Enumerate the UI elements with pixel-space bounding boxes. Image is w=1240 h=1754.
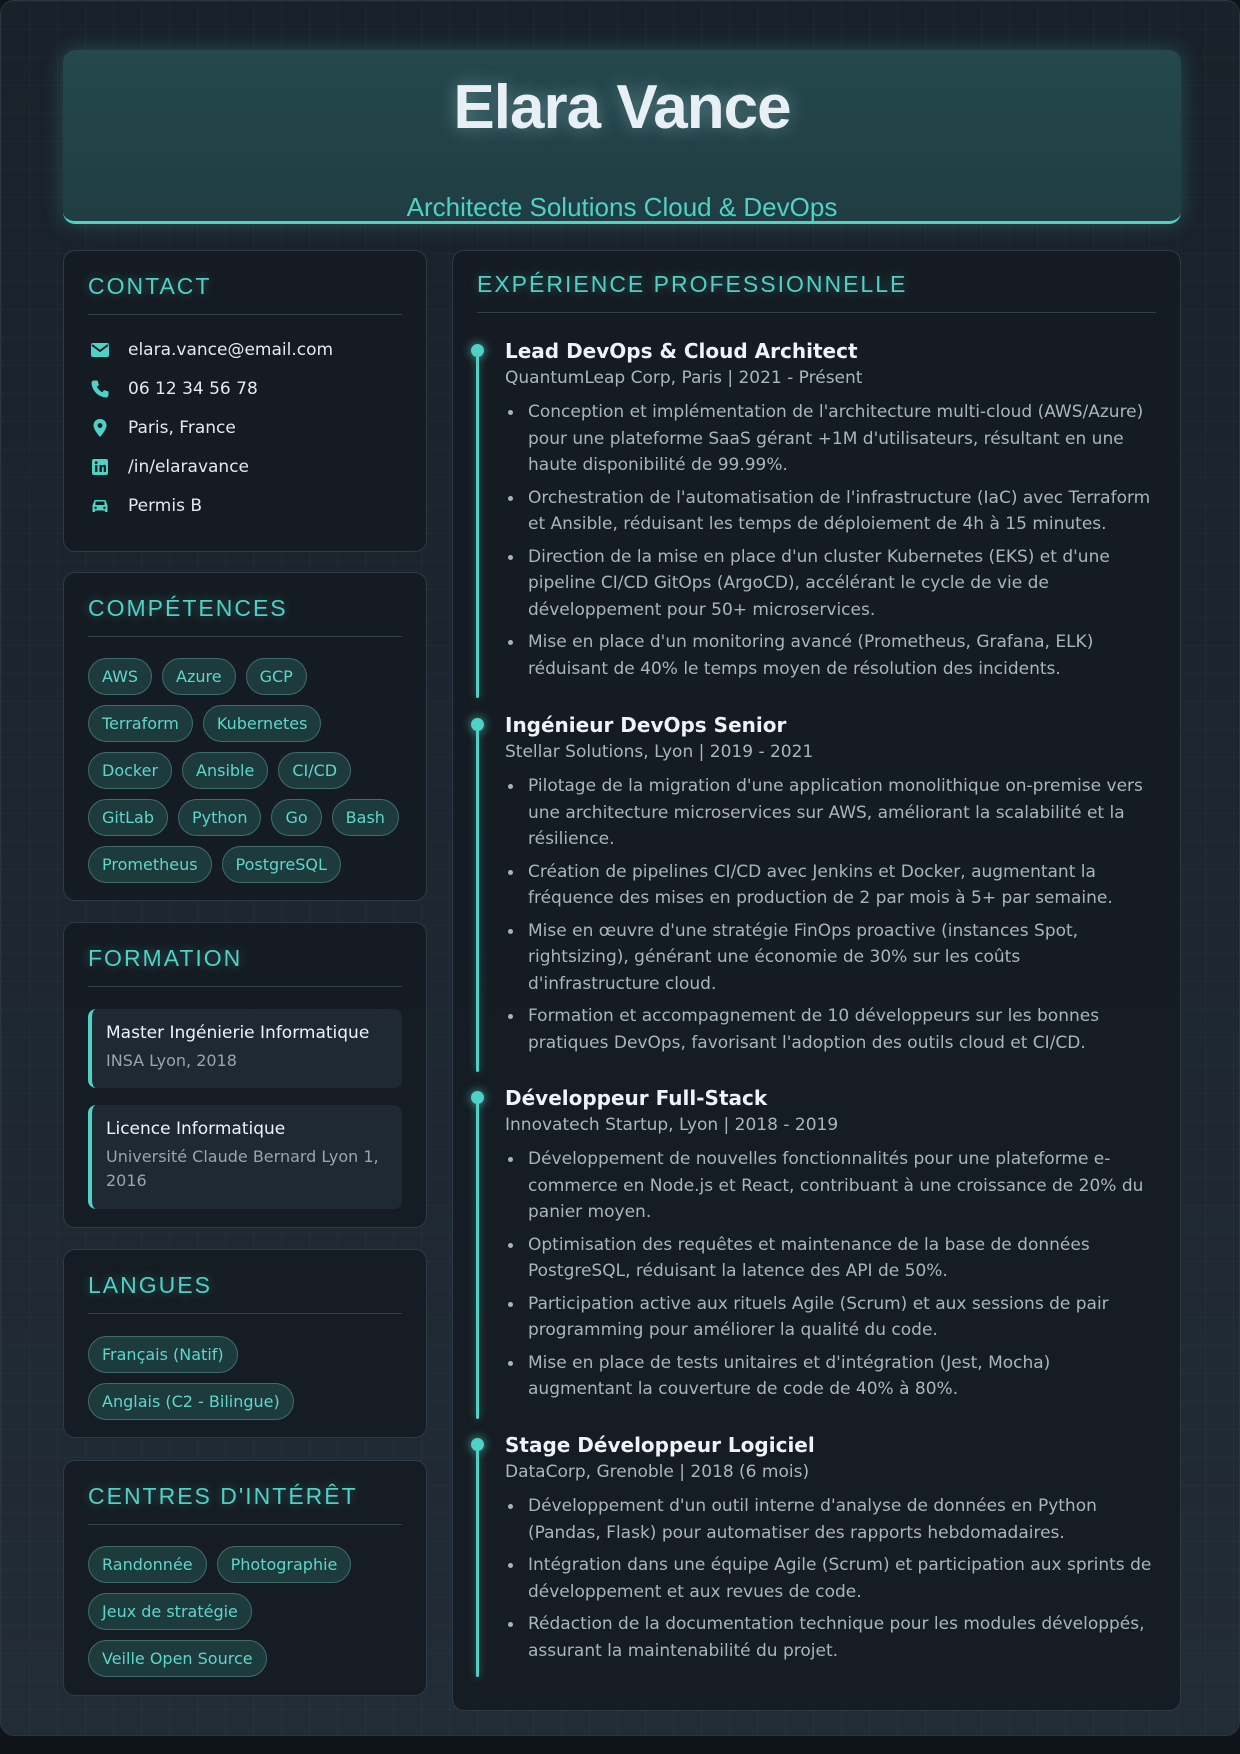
language-tag: Français (Natif) [88, 1336, 238, 1373]
tag-row [88, 1546, 402, 1583]
contact-title: CONTACT [88, 273, 402, 315]
timeline-dot [471, 1091, 484, 1104]
interests-title: CENTRES D'INTÉRÊT [88, 1483, 402, 1525]
job-company: Innovatech Startup, Lyon | 2018 - 2019 [505, 1115, 839, 1135]
resume-header [63, 50, 1181, 224]
education-item [88, 1105, 402, 1209]
interests-card [63, 1460, 427, 1696]
skill-tag: Kubernetes [203, 705, 322, 742]
skill-tag: Bash [332, 799, 399, 836]
timeline-line [476, 350, 479, 698]
languages-tags [88, 1336, 402, 1430]
timeline-line [476, 724, 479, 1072]
job-company: QuantumLeap Corp, Paris | 2021 - Présent [505, 368, 863, 388]
candidate-title: Architecte Solutions Cloud & DevOps [406, 192, 838, 222]
languages-card [63, 1249, 427, 1438]
timeline-dot [471, 718, 484, 731]
tag-row [88, 658, 402, 695]
contact-text: Paris, France [128, 418, 236, 438]
job-bullets [505, 773, 1156, 1056]
job-bullet: Direction de la mise en place d'un cluster Kubernetes (EKS) et d'une pipeline CI/CD GitOps (ArgoCD), accélérant le cycle de vie de développement pour 50+ microservices. [505, 544, 1156, 624]
education-title: FORMATION [88, 945, 402, 987]
job-bullet: Pilotage de la migration d'une application monolithique on-premise vers une architecture microservices sur AWS, améliorant la scalabilité et la résilience. [505, 773, 1156, 853]
timeline-dot [471, 344, 484, 357]
job-bullets [505, 1493, 1156, 1664]
education-item [88, 1009, 402, 1088]
job-role: Stage Développeur Logiciel [505, 1433, 815, 1457]
job-bullet: Participation active aux rituels Agile (Scrum) et aux sessions de pair programming pour améliorer la qualité du code. [505, 1291, 1156, 1344]
envelope-icon [88, 338, 112, 362]
education-institution: Université Claude Bernard Lyon 1, 2016 [106, 1147, 379, 1190]
skill-tag: AWS [88, 658, 152, 695]
job-bullets [505, 399, 1156, 682]
job-entry [505, 1084, 1156, 1409]
contact-text: elara.vance@email.com [128, 340, 334, 360]
job-role: Développeur Full-Stack [505, 1086, 768, 1110]
interest-tag: Photographie [217, 1546, 352, 1583]
language-tag: Anglais (C2 - Bilingue) [88, 1383, 294, 1420]
tag-row [88, 799, 402, 836]
contact-text: /in/elaravance [128, 457, 250, 477]
skill-tag: Python [178, 799, 261, 836]
tag-row [88, 705, 402, 742]
education-institution: INSA Lyon, 2018 [106, 1051, 237, 1070]
job-bullets [505, 1146, 1156, 1403]
interest-tag: Veille Open Source [88, 1640, 267, 1677]
tag-row [88, 1336, 402, 1373]
phone-icon [88, 377, 112, 401]
timeline-line [476, 1097, 479, 1419]
experience-card [452, 250, 1181, 1711]
interests-tags [88, 1546, 402, 1687]
job-company: DataCorp, Grenoble | 2018 (6 mois) [505, 1462, 810, 1482]
skill-tag: PostgreSQL [222, 846, 341, 883]
job-bullet: Mise en place d'un monitoring avancé (Prometheus, Grafana, ELK) réduisant de 40% le temps moyen de résolution des incidents. [505, 629, 1156, 682]
languages-title: LANGUES [88, 1272, 402, 1314]
skill-tag: Azure [162, 658, 236, 695]
job-bullet: Conception et implémentation de l'architecture multi-cloud (AWS/Azure) pour une plateforme SaaS gérant +1M d'utilisateurs, résultant en une haute disponibilité de 99.99%. [505, 399, 1156, 479]
job-bullet: Création de pipelines CI/CD avec Jenkins et Docker, augmentant la fréquence des mises en production de 2 par mois à 5+ par semaine. [505, 859, 1156, 912]
skill-tag: GitLab [88, 799, 168, 836]
skill-tag: Go [271, 799, 321, 836]
linkedin-icon [88, 455, 112, 479]
job-bullet: Mise en place de tests unitaires et d'intégration (Jest, Mocha) augmentant la couverture de code de 40% à 80%. [505, 1350, 1156, 1403]
job-bullet: Formation et accompagnement de 10 développeurs sur les bonnes pratiques DevOps, favorisant l'adoption des outils cloud et CI/CD. [505, 1003, 1156, 1056]
skills-card [63, 572, 427, 901]
job-entry [505, 1431, 1156, 1670]
skills-title: COMPÉTENCES [88, 595, 402, 637]
contact-location [88, 414, 236, 442]
tag-row [88, 846, 402, 883]
job-bullet: Intégration dans une équipe Agile (Scrum) et participation aux sprints de développement et aux revues de code. [505, 1552, 1156, 1605]
job-role: Ingénieur DevOps Senior [505, 713, 787, 737]
job-entry [505, 711, 1156, 1062]
timeline-line [476, 1444, 479, 1677]
skill-tag: Docker [88, 752, 172, 789]
timeline-dot [471, 1438, 484, 1451]
job-role: Lead DevOps & Cloud Architect [505, 339, 858, 363]
job-bullet: Optimisation des requêtes et maintenance de la base de données PostgreSQL, réduisant la latence des API de 50%. [505, 1232, 1156, 1285]
education-card [63, 922, 427, 1228]
contact-text: 06 12 34 56 78 [128, 379, 258, 399]
contact-text: Permis B [128, 496, 203, 516]
job-bullet: Mise en œuvre d'une stratégie FinOps proactive (instances Spot, rightsizing), générant une économie de 30% sur les coûts d'infrastructure cloud. [505, 918, 1156, 998]
interest-tag: Jeux de stratégie [88, 1593, 252, 1630]
experience-title: EXPÉRIENCE PROFESSIONNELLE [477, 271, 1156, 313]
job-bullet: Rédaction de la documentation technique pour les modules développés, assurant la maintenabilité du projet. [505, 1611, 1156, 1664]
skill-tag: CI/CD [278, 752, 351, 789]
job-bullet: Orchestration de l'automatisation de l'infrastructure (IaC) avec Terraform et Ansible, réduisant les temps de déploiement de 4h à 15 minutes. [505, 485, 1156, 538]
job-entry [505, 337, 1156, 688]
skill-tag: GCP [246, 658, 307, 695]
contact-email[interactable] [88, 336, 333, 364]
skill-tag: Prometheus [88, 846, 212, 883]
candidate-name: Elara Vance [453, 73, 791, 142]
location-pin-icon [88, 416, 112, 440]
job-company: Stellar Solutions, Lyon | 2019 - 2021 [505, 742, 814, 762]
contact-phone[interactable] [88, 375, 258, 403]
skill-tag: Terraform [88, 705, 193, 742]
skills-tags [88, 658, 402, 893]
job-bullet: Développement de nouvelles fonctionnalités pour une plateforme e-commerce en Node.js et React, contribuant à une croissance de 20% du panier moyen. [505, 1146, 1156, 1226]
job-bullet: Développement d'un outil interne d'analyse de données en Python (Pandas, Flask) pour automatiser des rapports hebdomadaires. [505, 1493, 1156, 1546]
tag-row [88, 752, 402, 789]
car-icon [88, 494, 112, 518]
contact-linkedin[interactable] [88, 453, 249, 481]
tag-row [88, 1383, 402, 1420]
contact-card [63, 250, 427, 552]
contact-license [88, 492, 202, 520]
tag-row [88, 1593, 402, 1630]
tag-row [88, 1640, 402, 1677]
education-degree: Master Ingénierie Informatique [106, 1023, 370, 1043]
skill-tag: Ansible [182, 752, 268, 789]
education-degree: Licence Informatique [106, 1119, 286, 1139]
interest-tag: Randonnée [88, 1546, 207, 1583]
